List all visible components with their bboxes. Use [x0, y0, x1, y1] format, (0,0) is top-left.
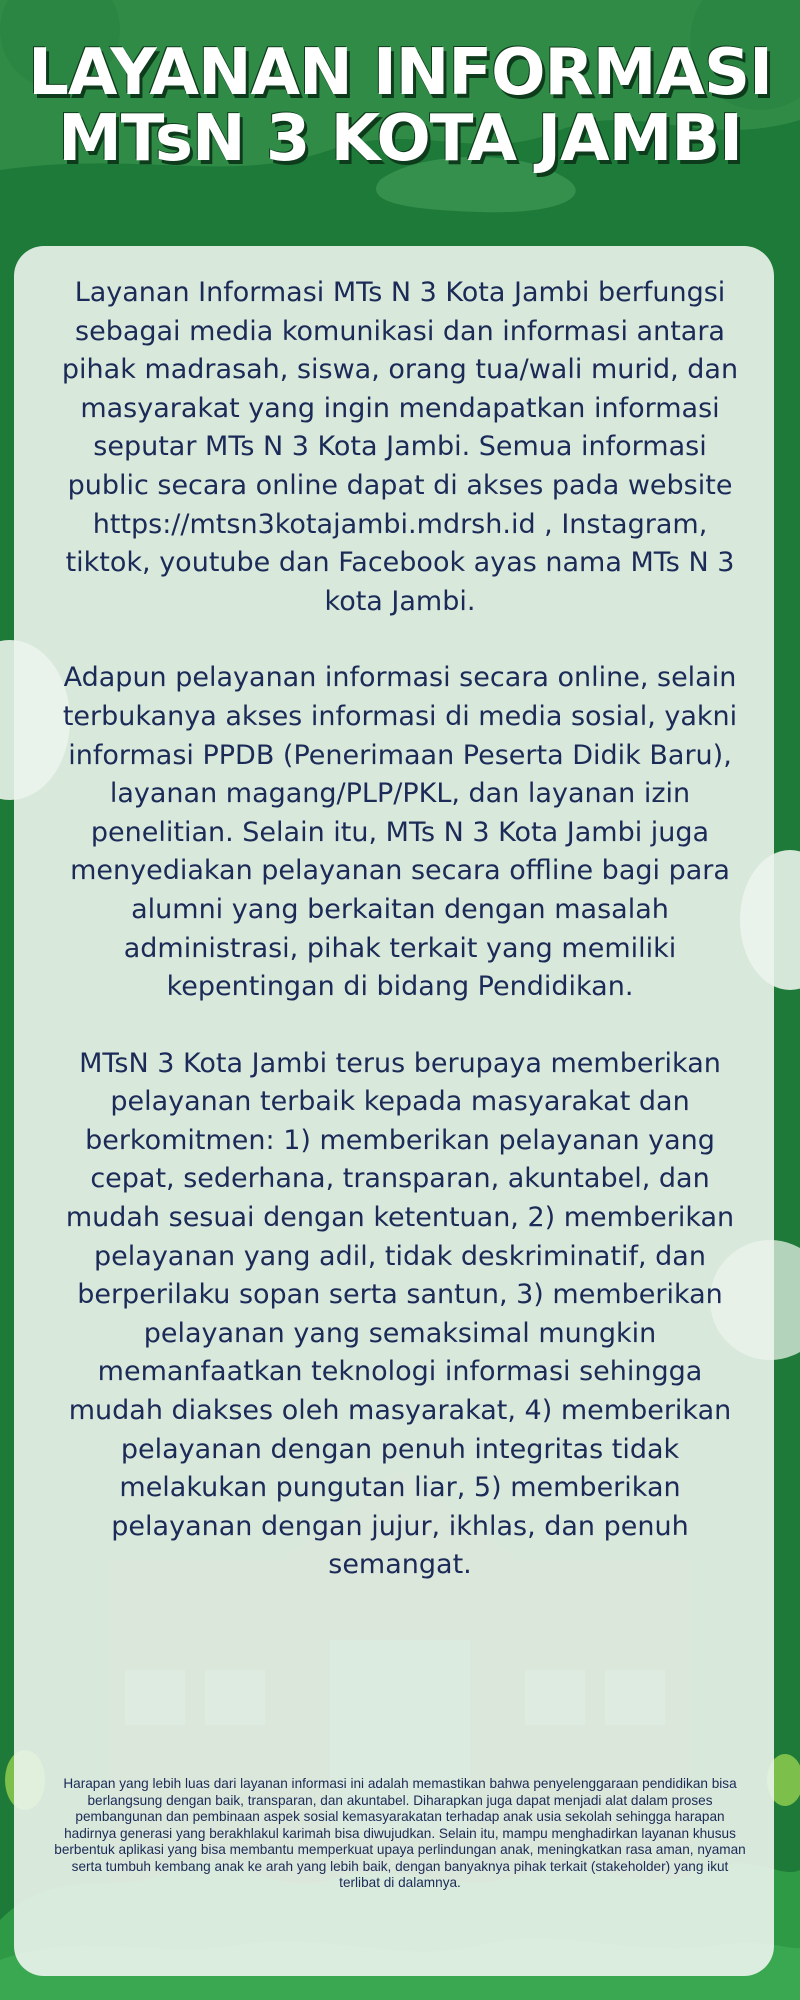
footnote-text: Harapan yang lebih luas dari layanan informasi ini adalah memastikan bahwa penyelenggaraan pendidikan bisa berlangsung dengan baik, transparan, dan akuntabel. Diharapkan juga dapat menjadi alat dalam proses pembangunan dan pembinaan aspek sosial kemasyarakatan terhadap anak usia sekolah sehingga harapan hadirnya generasi yang berakhlakul karimah bisa diwujudkan. Selain itu, mampu menghadirkan layanan khusus berbentuk aplikasi yang bisa membantu memperkuat upaya perlindungan anak, meningkatkan rasa aman, nyaman serta tumbuh kembang anak ke arah yang lebih baik, dengan banyaknya pihak terkait (stakeholder) yang ikut terlibat di dalamnya.: [54, 1776, 746, 1890]
paragraph-intro: Layanan Informasi MTs N 3 Kota Jambi berfungsi sebagai media komunikasi dan informasi antara pihak madrasah, siswa, orang tua/wali murid, dan masyarakat yang ingin mendapatkan informasi seputar MTs N 3 Kota Jambi. Semua informasi public secara online dapat di akses pada website https://mtsn3kotajambi.mdrsh.id , Instagram, tiktok, youtube dan Facebook ayas nama MTs N 3 kota Jambi.: [61, 277, 739, 617]
title-line-1: LAYANAN INFORMASI: [28, 36, 772, 110]
page-title: [0, 36, 800, 176]
body-text: [50, 274, 750, 1623]
title-line-2: MTsN 3 KOTA JAMBI: [58, 102, 742, 176]
paragraph-services: Adapun pelayanan informasi secara online, selain terbukanya akses informasi di media sosial, yakni informasi PPDB (Penerimaan Peserta Didik Baru), layanan magang/PLP/PKL, dan layanan izin penelitian. Selain itu, MTs N 3 Kota Jambi juga menyediakan pelayanan secara offline bagi para alumni yang berkaitan dengan masalah administrasi, pihak terkait yang memiliki kepentingan di bidang Pendidikan.: [62, 662, 738, 1003]
paragraph-commitment: MTsN 3 Kota Jambi terus berupaya memberikan pelayanan terbaik kepada masyarakat dan berkomitmen: 1) memberikan pelayanan yang cepat, sederhana, transparan, akuntabel, dan mudah sesuai dengan ketentuan, 2) memberikan pelayanan yang adil, tidak deskriminatif, dan berperilaku sopan serta santun, 3) memberikan pelayanan yang semaksimal mungkin memanfaatkan teknologi informasi sehingga mudah diakses oleh masyarakat, 4) memberikan pelayanan dengan penuh integritas tidak melakukan pungutan liar, 5) memberikan pelayanan dengan jujur, ikhlas, dan penuh semangat.: [65, 1047, 735, 1581]
